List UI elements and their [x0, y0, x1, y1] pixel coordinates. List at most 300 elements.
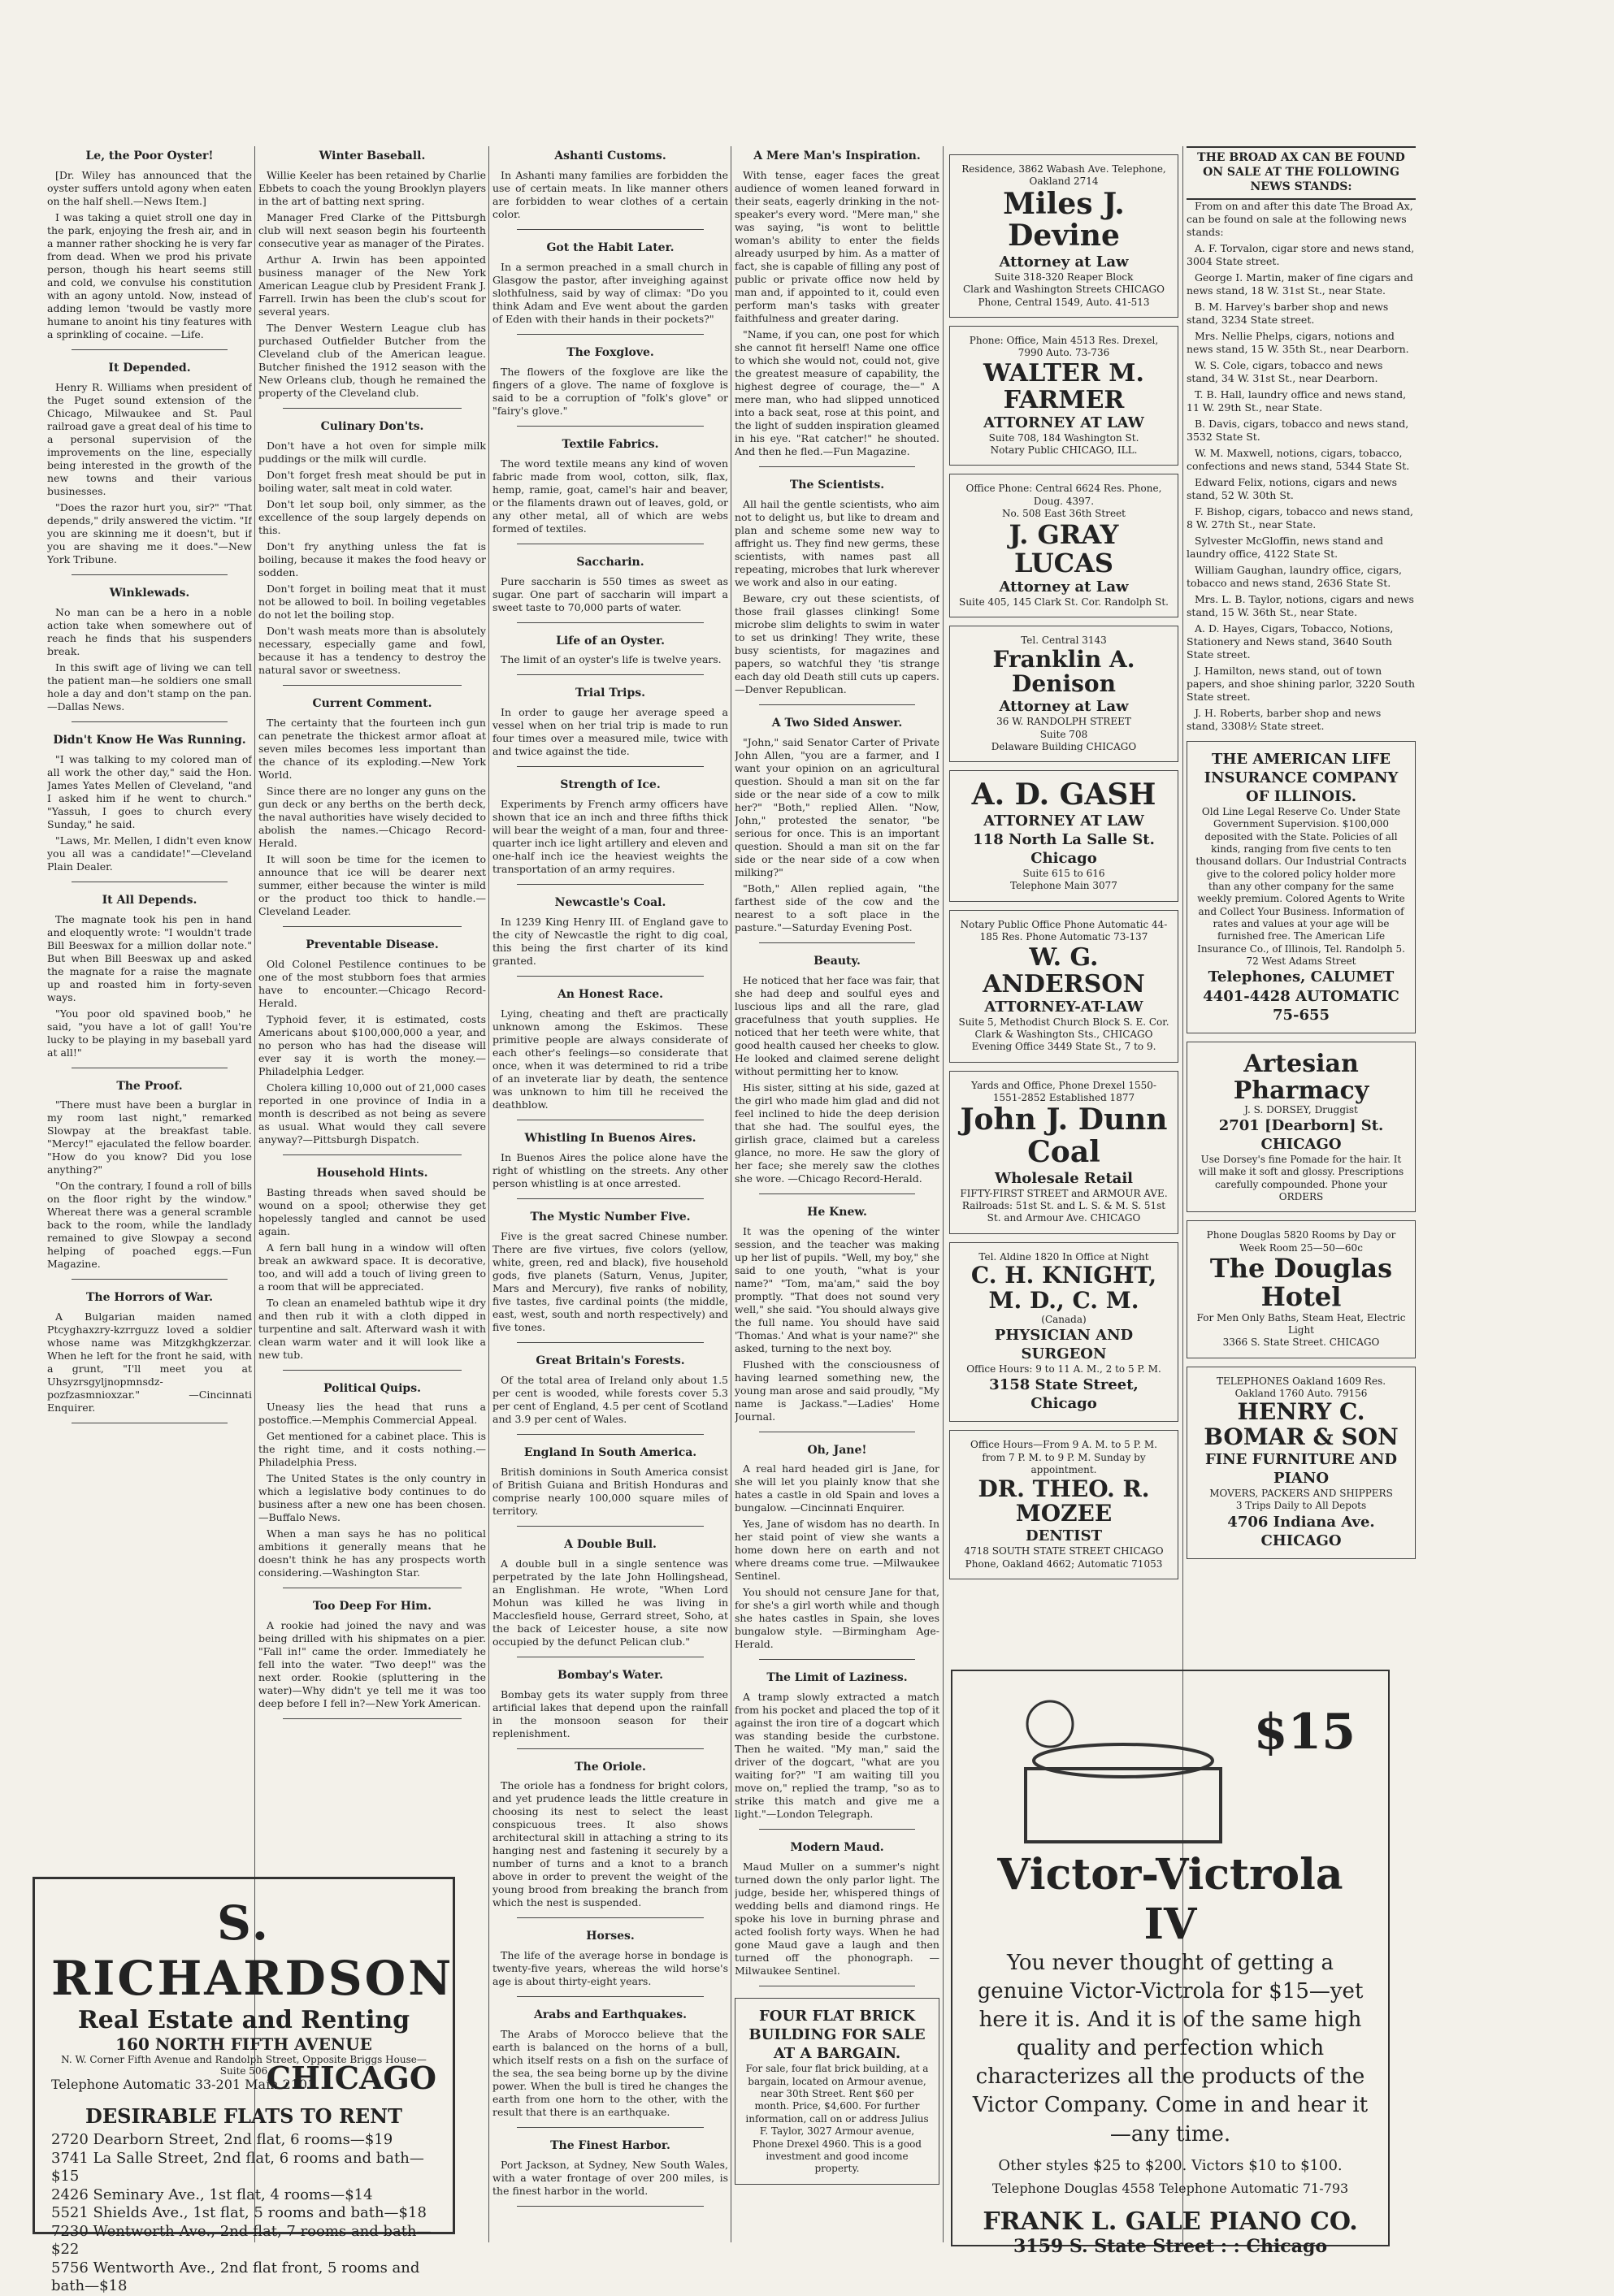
- anderson-ad: [949, 910, 1178, 1063]
- article: [492, 988, 728, 1120]
- article-paragraph: "Name, if you can, one post for which she cannot fit herself! Name one office to which she would not, could not, give the greatest measure of capability, the highest degree of courage, the—" A mere man, who had slipped unnoticed into a back seat, rose at this point, and the light of sudden inspiration gleamed in his eye. "Rat catcher!" he shouted. And then he fled.—Fun Magazine.: [735, 327, 939, 457]
- article-paragraph: The life of the average horse in bondage is twenty-five years, whereas the wild horse's age is about thirty-eight years.: [492, 1949, 728, 1988]
- article-paragraph: Five is the great sacred Chinese number. There are five virtues, five colors (yellow, white, green, red and black), five household gods, five planets (Saturn, Venus, Jupiter, Mars and Mercury), five ranks of nobility, five tastes, five cardinal points (the middle, east, west, south and north respectively) and five tones.: [492, 1229, 728, 1333]
- article-paragraph: Lying, cheating and theft are practically unknown among the Eskimos. These primitive people are always considerate of each other's feelings—so considerate that once, when it was determined to rid a tribe of an inveterate liar by death, the sentence was unknown to him till he received the deathblow.: [492, 1007, 728, 1111]
- pharmacy-text: Use Dorsey's fine Pomade for the hair. It will make it soft and glossy. Prescriptions carefully compounded. Phone your ORDERS: [1198, 1154, 1404, 1203]
- article-title: England In South America.: [523, 1445, 697, 1459]
- article-title: Modern Maud.: [790, 1841, 884, 1855]
- article: [258, 1600, 486, 1719]
- article: [492, 687, 728, 767]
- article-paragraph: A fern ball hung in a window will often break an awkward space. It is decorative, too, and will add a touch of living green to a room that will be appreciated.: [258, 1241, 486, 1293]
- divider: [517, 1342, 704, 1343]
- article-paragraph: Don't fry anything unless the fat is boiling, because it makes the food heavy or sodden.: [258, 539, 486, 578]
- article-title: He Knew.: [807, 1205, 867, 1219]
- news-stand-entry: Mrs. L. B. Taylor, notions, cigars and news stand, 15 W. 36th St., near State.: [1187, 592, 1414, 618]
- news-stand-entry: T. B. Hall, laundry office and news stand, 11 W. 29th St., near State.: [1187, 388, 1407, 414]
- article-title: The Mystic Number Five.: [530, 1210, 691, 1224]
- article-paragraph: His sister, sitting at his side, gazed at the girl who made him glad and did not feel inclined to hide the deep derision that she had. The soulful eyes, the girlish grace, claimed but a careless glance, no more. He saw the glory of her face; she merely saw the clothes she wore. —Chicago Record-Herald.: [735, 1081, 939, 1185]
- knight-canada: (Canada): [1041, 1313, 1087, 1325]
- article-paragraph: The Denver Western League club has purchased Outfielder Butcher from the Cleveland club of the American league. Butcher finished the 1912 season with the New Orleans club, though he remained the property of the Cleveland club.: [258, 321, 486, 399]
- dunn-name: John J. Dunn: [960, 1103, 1168, 1137]
- article-paragraph: Maud Muller on a summer's night turned down the only parlor light. The judge, beside her, whispered things of wedding bells and diamond rings. He spoke his love in burning phrase and acted foolish forty ways. When he had gone Maud gave a laugh and then turned off the phonograph. —Milwaukee Sentinel.: [735, 1861, 939, 1978]
- victrola-styles: Other styles $25 to $200. Victors $10 to $100.: [998, 2156, 1343, 2174]
- article-paragraph: The word textile means any kind of woven fabric made from wool, cotton, silk, flax, hemp, ramie, goat, camel's hair and beaver, or the filaments drawn out of leaves, gold, or any other metal, all of which are webs formed of textiles.: [492, 457, 728, 535]
- column-6: [1187, 146, 1416, 1649]
- article-paragraph: British dominions in South America consist of British Guiana and British Honduras and comprise nearly 100,000 square miles of territory.: [492, 1465, 728, 1517]
- victrola-address: 3159 S. State Street : : Chicago: [1013, 2235, 1328, 2257]
- article-title: Winter Baseball.: [319, 149, 426, 162]
- article-paragraph: Uneasy lies the head that runs a postoffice.—Memphis Commercial Appeal.: [258, 1401, 486, 1427]
- article-paragraph: A rookie had joined the navy and was being drilled with his shipmates on a pier. "Fall in!" came the order. Immediately he fell into the water. "Two deep!" was the next order. Rookie (spluttering in the water)—Why didn't ye tell me it was too deep before I fell in?—New York American.: [258, 1619, 486, 1710]
- gash-ad: [949, 770, 1178, 901]
- article-title: Winklewads.: [109, 586, 190, 600]
- article-title: Great Britain's Forests.: [536, 1354, 685, 1367]
- article: [492, 2139, 728, 2207]
- gash-name: A. D. GASH: [971, 778, 1156, 812]
- broad-ax-title: THE BROAD AX CAN BE FOUND ON SALE AT THE FOLLOWING NEWS STANDS:: [1187, 146, 1416, 200]
- dunn-ad: [949, 1071, 1178, 1234]
- article-title: Didn't Know He Was Running.: [53, 733, 246, 747]
- life-insurance-ad: [1187, 741, 1416, 1033]
- article-title: Household Hints.: [316, 1166, 428, 1180]
- article: [735, 717, 939, 943]
- article: [492, 1669, 728, 1749]
- farmer-name: WALTER M. FARMER: [983, 358, 1144, 414]
- mozee-ad: [949, 1430, 1178, 1579]
- divider: [517, 2206, 704, 2207]
- article-paragraph: "John," said Senator Carter of Private John Allen, "you are a farmer, and I want your opinion on an agricultural question. Should a man sit on the far side or the near side of a cow to milk her?" "Both," replied Allen. "Now, John," protested the senator, "be serious for once. This is an important question. Should a man sit on the far side or the near side of a cow when milking?": [735, 735, 939, 878]
- article-title: Textile Fabrics.: [562, 437, 659, 451]
- article-title: It Depended.: [108, 361, 191, 375]
- article-title: Preventable Disease.: [306, 938, 439, 951]
- denison-address: 36 W. RANDOLPH STREET: [996, 716, 1131, 728]
- lucas-suite: Suite 405, 145 Clark St. Cor. Randolph St.: [959, 596, 1169, 608]
- article-title: The Foxglove.: [566, 345, 654, 359]
- article-paragraph: No man can be a hero in a noble action take when somewhere out of reach he finds that his suspenders break.: [47, 605, 252, 657]
- divider: [517, 766, 704, 767]
- article: [47, 362, 252, 575]
- divider: [517, 1198, 704, 1199]
- devine-title: Attorney at Law: [999, 253, 1129, 271]
- mozee-phone: Phone, Oakland 4662; Automatic 71053: [965, 1557, 1163, 1570]
- article-title: Le, the Poor Oyster!: [85, 149, 214, 162]
- article-paragraph: In this swift age of living we can tell the patient man—he soldiers one small hole a day and don't stamp on the pan. —Dallas News.: [47, 661, 252, 713]
- article-paragraph: With tense, eager faces the great audience of women leaned forward in their seats, eagerly drinking in the not-speaker's every word. "Mere man," she was saying, "is wont to belittle woman's ability to enter the fields already usurped by him. As a matter of fact, she is capable of filling any post of public or private office now held by man and, if appointed to it, could even perform man's tasks with greater faithfulness and greater daring.: [735, 168, 939, 324]
- article-paragraph: The Arabs of Morocco believe that the earth is balanced on the horns of a bull, which itself rests on a fish on the surface of the sea, the sea being borne up by the divine power. When the bull is tired he changes the earth from one horn to the other, with the result that there is an earthquake.: [492, 2028, 728, 2119]
- richardson-name: S. RICHARDSON: [51, 1895, 454, 2006]
- article: [258, 1382, 486, 1589]
- article-paragraph: Don't have a hot oven for simple milk puddings or the milk will curdle.: [258, 439, 486, 465]
- article-paragraph: In 1239 King Henry III. of England gave to the city of Newcastle the right to dig coal, this being the first charter of its kind granted.: [492, 916, 728, 968]
- news-stand-entry: J. Hamilton, news stand, out of town papers, and shoe shining parlor, 3220 South State street.: [1187, 664, 1416, 703]
- four-flat-text: For sale, four flat brick building, at a bargain, located on Armour avenue, near 30th Street. Rent $60 per month. Price, $4,600. For further information, call on or address Julius F. Taylor, 3027 Armour avenue, Phone Drexel 4960. This is a good investment and good income property.: [745, 2063, 929, 2175]
- article-paragraph: He noticed that her face was fair, that she had deep and soulful eyes and luscious lips and all the rare, glad gracefulness that youth supplies. He noticed that her teeth were white, that good health caused her cheeks to glow. He looked and claimed serene delight without permitting her to know.: [735, 973, 939, 1077]
- article-title: Life of an Oyster.: [556, 634, 665, 648]
- article-title: It All Depends.: [102, 893, 197, 907]
- divider: [283, 1718, 462, 1719]
- dunn-wholesale: Wholesale Retail: [994, 1169, 1133, 1187]
- article: [735, 955, 939, 1194]
- article-paragraph: Don't forget fresh meat should be put in boiling water, salt meat in cold water.: [258, 468, 486, 494]
- article-paragraph: The flowers of the foxglove are like the fingers of a glove. The name of foxglove is said to be a corruption of "folk's glove" or "fairy's glove.": [492, 365, 728, 417]
- article-paragraph: To clean an enameled bathtub wipe it dry and then rub it with a cloth dipped in turpentine and salt. Afterward wash it with clean warm water and it will look like a new tub.: [258, 1296, 486, 1361]
- life-insurance-text: Old Line Legal Reserve Co. Under State Government Supervision. $100,000 deposited with the State. Policies of all kinds, ranging from five cents to ten thousand dollars. Our Industrial Contracts give to the colored policy holder more than any other company for the same weekly premium. Colored Agents to Write and Collect Your Business. Information of rates and values at your age will be furnished free. The American Life Insurance Co., of Illinois, Tel. Randolph 5. 72 West Adams Street: [1195, 805, 1407, 968]
- article-title: Arabs and Earthquakes.: [534, 2008, 687, 2022]
- divider: [759, 466, 915, 467]
- divider: [72, 1279, 228, 1280]
- richardson-phone: Telephone Automatic 33-201 Main 2101: [51, 2077, 316, 2092]
- divider: [283, 685, 462, 686]
- news-stand-entry: A. D. Hayes, Cigars, Tobacco, Notions, Stationery and News stand, 3640 South State street.: [1187, 622, 1394, 661]
- article-paragraph: Manager Fred Clarke of the Pittsburgh club will next season begin his fourteenth consecutive year as manager of the Pirates.: [258, 210, 486, 249]
- bomar-line: FINE FURNITURE AND PIANO: [1204, 1450, 1397, 1487]
- article-paragraph: Basting threads when saved should be wound on a spool; otherwise they get hopelessly tangled and cannot be used again.: [258, 1185, 486, 1237]
- article-paragraph: In Ashanti many families are forbidden the use of certain meats. In like manner others are forbidden to wear clothes of a certain color.: [492, 168, 728, 220]
- article-paragraph: Henry R. Williams when president of the Puget sound extension of the Chicago, Milwaukee and St. Paul railroad gave a great deal of his time to a personal supervision of the improvements on the line, especially being interested in the growth of the new towns and their various businesses.: [47, 380, 252, 497]
- article-paragraph: The limit of an oyster's life is twelve years.: [501, 653, 722, 666]
- article: [492, 241, 728, 335]
- mozee-hours: Office Hours—From 9 A. M. to 5 P. M. from 7 P. M. to 9 P. M. Sunday by appointment.: [970, 1439, 1157, 1476]
- article: [492, 346, 728, 427]
- news-stand-entry: W. S. Cole, cigars, tobacco and news stand, 34 W. 31st St., near Dearborn.: [1187, 358, 1383, 384]
- article: [492, 438, 728, 544]
- victrola-company: FRANK L. GALE PIANO CO.: [983, 2207, 1358, 2236]
- article-paragraph: Yes, Jane of wisdom has no dearth. In her staid point of view she wants a home down here on earth and not where dreams come true. —Milwaukee Sentinel.: [735, 1518, 939, 1583]
- news-stand-entry: J. H. Roberts, barber shop and news stand, 3308½ State street.: [1187, 706, 1382, 732]
- lucas-phones: Office Phone: Central 6624 Res. Phone, Doug. 4397.: [965, 483, 1162, 507]
- article: [735, 1206, 939, 1432]
- news-stand-entry: Edward Felix, notions, cigars and news stand, 52 W. 30th St.: [1187, 475, 1397, 501]
- article-title: The Scientists.: [789, 478, 885, 492]
- denison-title: Attorney at Law: [999, 698, 1129, 716]
- article: [258, 420, 486, 686]
- anderson-name: W. G. ANDERSON: [983, 942, 1145, 999]
- divider: [283, 1154, 462, 1155]
- lucas-name: J. GRAY LUCAS: [1009, 518, 1119, 578]
- flat-listing: 2720 Dearborn Street, 2nd flat, 6 rooms—$19: [51, 2131, 393, 2148]
- article: [47, 894, 252, 1068]
- article-paragraph: Bombay gets its water supply from three artificial lakes that depend upon the rainfall in the monsoon season for their replenishment.: [492, 1687, 728, 1739]
- lucas-ad: [949, 474, 1178, 617]
- divider: [72, 721, 228, 722]
- douglas-hotel-ad: [1187, 1220, 1416, 1358]
- divider: [72, 574, 228, 575]
- article-title: Whistling In Buenos Aires.: [524, 1132, 696, 1146]
- column-5: [949, 146, 1178, 1649]
- article-paragraph: Don't forget in boiling meat that it must not be allowed to boil. In boiling vegetables do not let the boiling stop.: [258, 582, 486, 621]
- article: [735, 149, 939, 467]
- article-paragraph: The United States is the only country in which a legislative body continues to do business after a new one has been chosen.—Buffalo News.: [258, 1472, 486, 1524]
- denison-suite: Suite 708: [1039, 728, 1088, 740]
- article-paragraph: "Laws, Mr. Mellen, I didn't even know you all was a candidate!"—Cleveland Plain Dealer.: [47, 834, 252, 873]
- article-title: Current Comment.: [312, 696, 432, 710]
- article-paragraph: Beware, cry out these scientists, of those frail glasses clinking! Some microbe slim delights to swim in water to set us drinking! They write, these busy scientists, for magazines and papers, so watchful they 'tis strange each day old Death still cuts up capers. —Denver Republican.: [735, 591, 939, 695]
- mozee-address: 4718 SOUTH STATE STREET CHICAGO: [964, 1545, 1164, 1557]
- column-1: [47, 146, 252, 1852]
- farmer-suite: Suite 708, 184 Washington St.: [988, 431, 1139, 444]
- gash-title: ATTORNEY AT LAW: [983, 812, 1144, 830]
- article: [47, 587, 252, 722]
- article: [735, 1444, 939, 1661]
- article: [492, 556, 728, 623]
- article-paragraph: "There must have been a burglar in my room last night," remarked Slowpay at the breakfast table. "Mercy!" ejaculated the fellow boarder. "How do you know? Did you lose anything?": [47, 1098, 252, 1176]
- farmer-ad: [949, 326, 1178, 466]
- article: [47, 149, 252, 350]
- article-title: Saccharin.: [576, 555, 644, 569]
- article-paragraph: "You poor old spavined boob," he said, "you have a lot of gall! You're lucky to be playing in my baseball yard at all!": [47, 1007, 252, 1059]
- knight-ad: [949, 1242, 1178, 1423]
- denison-tel: Tel. Central 3143: [1021, 635, 1107, 647]
- article-title: The Limit of Laziness.: [766, 1671, 908, 1685]
- article-paragraph: A tramp slowly extracted a match from his pocket and placed the top of it against the iron tire of a dogcart which was standing beside the curbstone. Then he waited. "My man," said the driver of the dogcart, "what are you waiting for?" "I am waiting till you move on," replied the tramp, "so as to strike this match and give me a light."—London Telegraph.: [735, 1691, 939, 1821]
- flat-listing: 3741 La Salle Street, 2nd flat, 6 rooms and bath—$15: [51, 2149, 424, 2185]
- divider: [517, 1526, 704, 1527]
- news-stand-entry: A. F. Torvalon, cigar store and news stand, 3004 State street.: [1187, 241, 1415, 267]
- divider: [517, 2127, 704, 2128]
- bomar-tel: TELEPHONES Oakland 1609 Res. Oakland 1760 Auto. 79156: [1216, 1375, 1386, 1399]
- article: [492, 149, 728, 230]
- news-stand-entry: William Gaughan, laundry office, cigars, tobacco and news stand, 2636 State St.: [1187, 563, 1403, 589]
- douglas-text: For Men Only Baths, Steam Heat, Electric Light: [1196, 1311, 1406, 1336]
- divider: [517, 622, 704, 623]
- divider: [759, 1193, 915, 1194]
- article-title: The Oriole.: [575, 1760, 646, 1774]
- news-stand-entry: W. M. Maxwell, notions, cigars, tobacco, confections and news stand, 5344 State St.: [1187, 446, 1410, 472]
- flat-listing: 5521 Shields Ave., 1st flat, 5 rooms and bath—$18: [51, 2204, 427, 2221]
- richardson-address: 160 NORTH FIFTH AVENUE: [115, 2034, 372, 2054]
- article: [492, 1930, 728, 1997]
- article-title: Trial Trips.: [575, 687, 645, 700]
- knight-name: C. H. KNIGHT, M. D., C. M.: [970, 1262, 1157, 1314]
- victrola-price: $15: [1253, 1704, 1356, 1761]
- lucas-residence: No. 508 East 36th Street: [1001, 508, 1126, 520]
- gash-suite: Suite 615 to 616: [1022, 868, 1105, 880]
- farmer-notary: Notary Public CHICAGO, ILL.: [990, 444, 1138, 457]
- article-title: Horses.: [586, 1930, 635, 1943]
- column-3: [492, 146, 728, 2242]
- life-insurance-name: THE AMERICAN LIFE INSURANCE COMPANY OF ILLINOIS.: [1204, 750, 1399, 805]
- article-title: Too Deep For Him.: [313, 1600, 432, 1614]
- article: [492, 2008, 728, 2128]
- article-paragraph: Pure saccharin is 550 times as sweet as sugar. One part of saccharin will impart a sweet taste to 70,000 parts of water.: [492, 574, 728, 613]
- flat-listing: 7230 Wentworth Ave., 2nd flat, 7 rooms and bath—$22: [51, 2222, 432, 2258]
- devine-residence: Residence, 3862 Wabash Ave. Telephone, Oakland 2714: [961, 163, 1166, 188]
- column-rule: [488, 146, 489, 2242]
- article-title: Political Quips.: [323, 1381, 421, 1395]
- anderson-phones: Notary Public Office Phone Automatic 44-185 Res. Phone Automatic 73-137: [960, 918, 1168, 943]
- news-stand-entry: B. M. Harvey's barber shop and news stand, 3234 State street.: [1187, 300, 1389, 326]
- bomar-ad: [1187, 1367, 1416, 1559]
- pharmacy-ad: [1187, 1042, 1416, 1213]
- article-paragraph: Old Colonel Pestilence continues to be one of the most stubborn foes that armies have to encounter.—Chicago Record-Herald.: [258, 957, 486, 1009]
- article-paragraph: Typhoid fever, it is estimated, costs Americans about $100,000,000 a year, and no person who has had the disease will ever say it is worth the money.—Philadelphia Ledger.: [258, 1012, 486, 1077]
- flats-title: DESIRABLE FLATS TO RENT: [85, 2104, 402, 2128]
- mozee-name: DR. THEO. R. MOZEE: [978, 1475, 1150, 1527]
- pharmacy-name: Artesian Pharmacy: [1233, 1049, 1369, 1105]
- article-paragraph: "I was talking to my colored man of all work the other day," said the Hon. James Yates Mellen of Cleveland, "and I asked him if he went to church." "Yassuh, I goes to church every Sunday," he said.: [47, 752, 252, 830]
- article: [492, 1446, 728, 1527]
- article-title: A Double Bull.: [564, 1537, 657, 1551]
- article-title: The Proof.: [116, 1079, 183, 1093]
- news-stand-list: [1187, 200, 1416, 733]
- knight-title: PHYSICIAN AND SURGEON: [994, 1326, 1134, 1362]
- devine-suite: Suite 318-320 Reaper Block: [994, 271, 1134, 283]
- article-paragraph: A double bull in a single sentence was perpetrated by the late John Hollingshead, an Englishman. He wrote, "When Lord Mohun was killed he was living in Macclesfield house, Gerrard street, Soho, at the back of Leicester house, a site now occupied by the defunct Pelican club.": [492, 1557, 728, 1648]
- article-title: A Two Sided Answer.: [771, 716, 903, 730]
- denison-ad: [949, 626, 1178, 762]
- article: [47, 1080, 252, 1280]
- article-paragraph: Get mentioned for a cabinet place. This is the right time, and it costs nothing.—Philadelphia Press.: [258, 1430, 486, 1469]
- article-title: Ashanti Customs.: [554, 149, 666, 162]
- article-paragraph: When a man says he has no political ambitions it generally means that he doesn't think he has any prospects worth considering.—Washington Star.: [258, 1527, 486, 1579]
- dunn-coal: Coal: [1027, 1134, 1100, 1169]
- divider: [283, 1370, 462, 1371]
- bomar-line2: MOVERS, PACKERS AND SHIPPERS: [1209, 1487, 1393, 1499]
- article: [492, 635, 728, 676]
- pharmacy-owner: J. S. DORSEY, Druggist: [1244, 1103, 1358, 1116]
- four-flat-title: FOUR FLAT BRICK BUILDING FOR SALE AT A BARGAIN.: [748, 2008, 926, 2063]
- article-paragraph: It was the opening of the winter session, and the teacher was making up her list of pupils. "Well, my boy," she said to one youth, "what is your name?" "Tom, ma'am," said the boy promptly. "That does not sound very well," she said. "You should always give the full name. You should have said 'Thomas.' And what is your name?" she asked, turning to the next boy.: [735, 1224, 939, 1354]
- article: [492, 1354, 728, 1435]
- article-paragraph: "Both," Allen replied again, "the farthest side of the cow and the nearest to a soft place in the pasture."—Saturday Evening Post.: [735, 882, 939, 934]
- article: [492, 896, 728, 977]
- article-paragraph: Cholera killing 10,000 out of 21,000 cases reported in one province of India in a month is described as not being as severe as usual. What would they call severe anyway?—Pittsburgh Dispatch.: [258, 1081, 486, 1146]
- article-title: Newcastle's Coal.: [554, 896, 666, 910]
- divider: [517, 976, 704, 977]
- article-paragraph: It will soon be time for the icemen to announce that ice will be dearer next summer, either because the winter is mild or the product too thick to handle.—Cleveland Leader.: [258, 852, 486, 917]
- article-title: Bombay's Water.: [558, 1668, 663, 1682]
- divider: [517, 1917, 704, 1918]
- article-title: The Finest Harbor.: [550, 2139, 670, 2153]
- lucas-title: Attorney at Law: [999, 578, 1129, 596]
- bomar-line3: 3 Trips Daily to All Depots: [1235, 1500, 1367, 1512]
- douglas-address: 3366 S. State Street. CHICAGO: [1222, 1336, 1380, 1349]
- article: [735, 1671, 939, 1830]
- news-stand-entry: Mrs. Nellie Phelps, cigars, notions and news stand, 15 W. 35th St., near Dearborn.: [1187, 329, 1409, 355]
- divider: [517, 674, 704, 675]
- column-rule: [943, 146, 944, 2242]
- divider: [72, 349, 228, 350]
- article-paragraph: Willie Keeler has been retained by Charlie Ebbets to coach the young Brooklyn players in the art of batting next spring.: [258, 168, 486, 207]
- mozee-title: DENTIST: [1026, 1527, 1102, 1545]
- divider: [759, 1659, 915, 1660]
- news-stand-entry: From on and after this date The Broad Ax, can be found on sale at the following news stands:: [1187, 199, 1413, 238]
- divider: [759, 704, 915, 705]
- anderson-title: ATTORNEY-AT-LAW: [984, 998, 1143, 1016]
- article-paragraph: The oriole has a fondness for bright colors, and yet prudence leads the little creature in choosing its nest to select the least conspicuous trees. It also shows architectural skill in attaching a string to its hanging nest and fastening it securely by a number of turns and a knot to a branch above in order to prevent the weight of the young brood from breaking the branch from which the nest is suspended.: [492, 1779, 728, 1909]
- article: [735, 1841, 939, 1986]
- divider: [759, 1829, 915, 1830]
- divider: [517, 1748, 704, 1749]
- news-stand-entry: F. Bishop, cigars, tobacco and news stand, 8 W. 27th St., near State.: [1187, 505, 1414, 531]
- divider: [283, 408, 462, 409]
- article: [258, 149, 486, 409]
- article-paragraph: The certainty that the fourteen inch gun can penetrate the thickest armor afloat at seven miles becomes less important than the chance of its exploding.—New York World.: [258, 716, 486, 781]
- gash-phone: Telephone Main 3077: [1010, 880, 1117, 892]
- devine-phone: Phone, Central 1549, Auto. 41-513: [978, 296, 1150, 308]
- article-paragraph: The magnate took his pen in hand and eloquently wrote: "I wouldn't trade Bill Beeswax for a million dollar note." But when Bill Beeswax up and asked the magnate for a raise the magnate up and roasted him in forty-seven ways.: [47, 912, 252, 1003]
- dunn-address: FIFTY-FIRST STREET and ARMOUR AVE. Railroads: 51st St. and L. S. & M. S. 51st St. and Armour Ave. CHICAGO: [960, 1187, 1168, 1224]
- article-paragraph: In order to gauge her average speed a vessel when on her trial trip is made to run four times over a measured mile, twice with and twice against the tide.: [492, 706, 728, 758]
- article-paragraph: Flushed with the consciousness of having learned something new, the young man arose and said proudly, "My name is Jackass."—Ladies' Home Journal.: [735, 1358, 939, 1423]
- devine-address: Clark and Washington Streets CHICAGO: [963, 284, 1165, 296]
- flat-listing: 5756 Wentworth Ave., 2nd flat front, 5 rooms and bath—$18: [51, 2259, 420, 2294]
- article-paragraph: A real hard headed girl is Jane, for she will let you plainly know that she hates a castle in old Spain and loves a bungalow. —Cincinnati Enquirer.: [735, 1462, 939, 1514]
- pharmacy-address: 2701 [Dearborn] St. CHICAGO: [1218, 1116, 1384, 1153]
- article-title: Strength of Ice.: [560, 778, 661, 792]
- devine-ad: [949, 154, 1178, 318]
- bomar-address: 4706 Indiana Ave. CHICAGO: [1227, 1513, 1375, 1549]
- douglas-phone: Phone Douglas 5820 Rooms by Day or Week Room 25—50—60c: [1206, 1229, 1396, 1254]
- devine-name: Miles J. Devine: [1003, 186, 1125, 253]
- article-paragraph: "On the contrary, I found a roll of bills on the floor right by the window." Whereat there was a general scramble back to the room, while the landlady remained to give Slowpay a second helping of poached eggs.—Fun Magazine.: [47, 1180, 252, 1271]
- article-paragraph: Port Jackson, at Sydney, New South Wales, with a water frontage of over 200 miles, is the finest harbor in the world.: [492, 2159, 728, 2198]
- article: [492, 1132, 728, 1199]
- richardson-ad: [33, 1877, 455, 2294]
- victrola-title: Victor-Victrola IV: [997, 1850, 1343, 1949]
- article: [492, 1761, 728, 1919]
- article: [258, 1167, 486, 1371]
- flats-list: [51, 2131, 436, 2296]
- news-stand-entry: B. Davis, cigars, tobacco and news stand, 3532 State St.: [1187, 417, 1409, 443]
- article-paragraph: You should not censure Jane for that, for she's a girl worth while and though she hates castles in Spain, she loves bungalow style. —Birmingham Age-Herald.: [735, 1586, 939, 1651]
- four-flat-ad: [735, 1998, 939, 2184]
- farmer-phones: Phone: Office, Main 4513 Res. Drexel, 7990 Auto. 73-736: [969, 335, 1159, 359]
- article: [735, 479, 939, 705]
- news-stand-entry: Sylvester McGloffin, news stand and laundry office, 4122 State St.: [1187, 534, 1384, 560]
- divider: [517, 334, 704, 335]
- knight-tel: Tel. Aldine 1820 In Office at Night: [978, 1250, 1149, 1263]
- anderson-address: Suite 5, Methodist Church Block S. E. Cor. Clark & Washington Sts., CHICAGO: [958, 1016, 1169, 1040]
- article-title: An Honest Race.: [557, 988, 664, 1002]
- divider: [283, 926, 462, 927]
- douglas-name: The Douglas Hotel: [1209, 1253, 1393, 1313]
- victrola-ad: [951, 1670, 1390, 2257]
- denison-building: Delaware Building CHICAGO: [991, 741, 1137, 753]
- article-title: Oh, Jane!: [807, 1443, 867, 1457]
- victrola-body: You never thought of getting a genuine Victor-Victrola for $15—yet here it is. And it is of the same high quality and perfection which characterizes all the products of the Victor Company. Come in and hear it—any time.: [972, 1951, 1369, 2147]
- article-paragraph: "Does the razor hurt you, sir?" "That depends," drily answered the victim. "If you are skinning me it doesn't, but if you are shaving me it does."—New York Tribune.: [47, 500, 252, 565]
- bomar-name: HENRY C. BOMAR & SON: [1204, 1398, 1399, 1451]
- article: [47, 1291, 252, 1423]
- article-title: Culinary Don'ts.: [320, 419, 424, 433]
- article-paragraph: Don't wash meats more than is absolutely necessary, especially game and fowl, because it has a tendency to destroy the natural savor or sweetness.: [258, 624, 486, 676]
- flat-listing: 2426 Seminary Ave., 1st flat, 4 rooms—$14: [51, 2186, 373, 2203]
- dunn-phones: Yards and Office, Phone Drexel 1550-1551-2852 Established 1877: [971, 1079, 1156, 1103]
- article-paragraph: Experiments by French army officers have shown that ice an inch and three fifths thick will bear the weight of a man, four and three-quarter inch ice light artillery and eleven and one-half inch ice the heaviest weights the transportation of an army requires.: [492, 798, 728, 876]
- column-4: [735, 146, 939, 2242]
- divider: [517, 426, 704, 427]
- article-paragraph: A Bulgarian maiden named Ptcyghaxzry-kzrrguzz loved a soldier whose name was Mitzgkhgkzerzar. When he left for the front he said, with a grunt, "I'll meet you at Uhsyzrsgyljnopmnsdz-pozfzasmnioxzar." —Cincinnati Enquirer.: [47, 1310, 252, 1414]
- article-paragraph: Don't let soup boil, only simmer, as the excellence of the soup largely depends on this.: [258, 497, 486, 536]
- life-insurance-phones: Telephones, CALUMET 4401-4428 AUTOMATIC 75-655: [1203, 968, 1399, 1024]
- article-title: Got the Habit Later.: [546, 240, 675, 254]
- knight-address: 3158 State Street, Chicago: [989, 1376, 1139, 1413]
- farmer-title: ATTORNEY AT LAW: [983, 414, 1144, 431]
- article: [47, 734, 252, 882]
- divider: [517, 884, 704, 885]
- divider: [517, 229, 704, 230]
- richardson-line2: Real Estate and Renting: [77, 2006, 410, 2034]
- article-title: A Mere Man's Inspiration.: [753, 149, 921, 162]
- richardson-city: CHICAGO: [266, 2060, 436, 2096]
- denison-name: Franklin A. Denison: [992, 645, 1135, 698]
- article: [492, 1538, 728, 1657]
- article-title: The Horrors of War.: [86, 1291, 213, 1305]
- divider: [517, 1434, 704, 1435]
- divider: [759, 942, 915, 943]
- news-stand-entry: George I. Martin, maker of fine cigars and news stand, 18 W. 31st St., near State.: [1187, 271, 1413, 297]
